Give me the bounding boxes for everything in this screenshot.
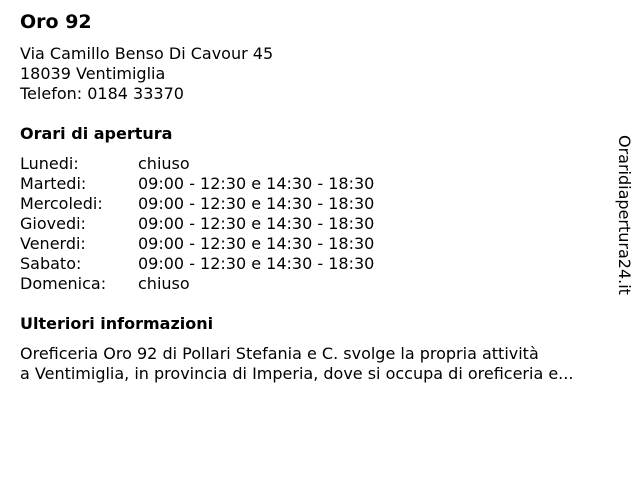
more-info-heading: Ulteriori informazioni — [20, 314, 214, 333]
day-label: Lunedi: — [20, 154, 79, 173]
hours-row-monday — [20, 154, 440, 174]
hours-row-wednesday — [20, 194, 440, 214]
day-label: Venerdi: — [20, 234, 86, 253]
hours-value: 09:00 - 12:30 e 14:30 - 18:30 — [138, 214, 375, 233]
hours-row-sunday — [20, 274, 440, 294]
description-line: Oreficeria Oro 92 di Pollari Stefania e C. svolge la propria attività — [20, 344, 539, 363]
day-label: Sabato: — [20, 254, 82, 273]
opening-hours-table — [20, 154, 440, 294]
address-street: Via Camillo Benso Di Cavour 45 — [20, 44, 274, 63]
more-info-description — [20, 344, 630, 384]
hours-value: 09:00 - 12:30 e 14:30 - 18:30 — [138, 194, 375, 213]
phone-number: Telefon: 0184 33370 — [20, 84, 184, 103]
site-brand-text: Oraridiapertura24.it — [615, 135, 634, 295]
business-address — [20, 44, 273, 104]
day-label: Mercoledi: — [20, 194, 103, 213]
hours-value: chiuso — [138, 274, 190, 293]
business-name: Oro 92 — [20, 11, 92, 33]
day-label: Giovedi: — [20, 214, 86, 233]
hours-value: 09:00 - 12:30 e 14:30 - 18:30 — [138, 174, 375, 193]
day-label: Martedi: — [20, 174, 87, 193]
day-label: Domenica: — [20, 274, 107, 293]
hours-row-friday — [20, 234, 440, 254]
hours-row-saturday — [20, 254, 440, 274]
hours-row-tuesday — [20, 174, 440, 194]
address-city: 18039 Ventimiglia — [20, 64, 166, 83]
hours-row-thursday — [20, 214, 440, 234]
opening-hours-heading: Orari di apertura — [20, 124, 173, 143]
site-brand-watermark — [614, 135, 634, 309]
description-line: a Ventimiglia, in provincia di Imperia, dove si occupa di oreficeria e... — [20, 364, 574, 383]
hours-value: chiuso — [138, 154, 190, 173]
hours-value: 09:00 - 12:30 e 14:30 - 18:30 — [138, 234, 375, 253]
hours-value: 09:00 - 12:30 e 14:30 - 18:30 — [138, 254, 375, 273]
